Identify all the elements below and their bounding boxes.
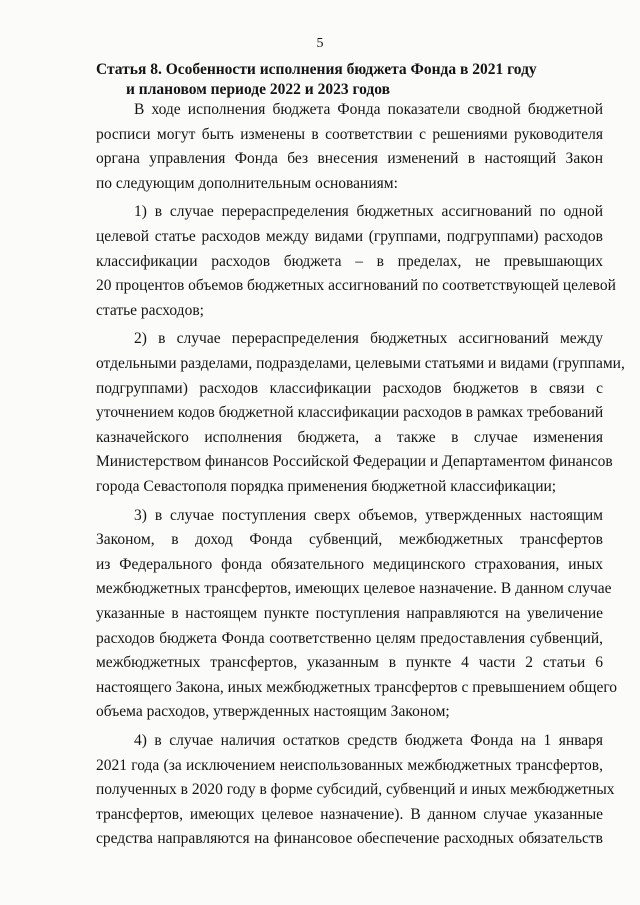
paragraph-line: межбюджетных трансфертов, указанным в пункте 4 части 2 статьи 6	[96, 654, 603, 672]
paragraph-line: 4) в случае наличия остатков средств бюджета Фонда на 1 января	[134, 732, 603, 749]
paragraph-line: отдельными разделами, подразделами, целевыми статьями и видами (группами,	[96, 355, 625, 372]
paragraph-line: полученных в 2020 году в форме субсидий, субвенций и иных межбюджетных	[96, 781, 615, 799]
paragraph-line: казначейского исполнения бюджета, а также в случае изменения	[96, 428, 603, 446]
page-number: 5	[316, 36, 324, 51]
paragraph-line: указанные в настоящем пункте поступления направляются на увеличение	[96, 605, 603, 622]
paragraph-line: статье расходов;	[96, 301, 204, 319]
paragraph-line: органа управления Фонда без внесения изменений в настоящий Закон	[96, 150, 603, 168]
paragraph-line: 3) в случае поступления сверх объемов, утвержденных настоящим	[134, 506, 603, 524]
paragraph-line: подгруппами) расходов классификации расходов бюджетов в связи с	[96, 379, 603, 397]
paragraph-line: объема расходов, утвержденных настоящим Законом;	[96, 703, 450, 721]
article-title-line-2: и плановом периоде 2022 и 2023 годов	[126, 81, 390, 98]
paragraph-line: целевой статье расходов между видами (группами, подгруппами) расходов	[96, 228, 603, 245]
paragraph-line: 2021 года (за исключением неиспользованных межбюджетных трансфертов,	[96, 756, 603, 774]
paragraph-line: В ходе исполнения бюджета Фонда показатели сводной бюджетной	[134, 101, 603, 118]
paragraph-line: по следующим дополнительным основаниям:	[96, 174, 398, 192]
paragraph-line: классификации расходов бюджета – в пределах, не превышающих	[96, 252, 603, 270]
paragraph-line: 1) в случае перераспределения бюджетных ассигнований по одной	[134, 203, 603, 221]
paragraph-line: из Федерального фонда обязательного медицинского страхования, иных	[96, 555, 603, 573]
paragraph-line: межбюджетных трансфертов, имеющих целевое назначение. В данном случае	[96, 580, 612, 598]
paragraph-line: росписи могут быть изменены в соответствии с решениями руководителя	[96, 125, 603, 143]
paragraph-line: города Севастополя порядка применения бюджетной классификации;	[96, 478, 557, 495]
article-title-line-1: Статья 8. Особенности исполнения бюджета Фонда в 2021 году	[96, 61, 537, 78]
paragraph-line: 2) в случае перераспределения бюджетных ассигнований между	[134, 330, 603, 348]
article-title	[96, 60, 556, 100]
paragraph-line: Министерством финансов Российской Федерации и Департаментом финансов	[96, 453, 613, 471]
paragraph-line: уточнением кодов бюджетной классификации расходов в рамках требований	[96, 404, 604, 422]
paragraph-line: настоящего Закона, иных межбюджетных трансфертов с превышением общего	[96, 678, 618, 696]
paragraph-line: расходов бюджета Фонда соответственно целям предоставления субвенций,	[96, 629, 603, 647]
paragraph-line: трансфертов, имеющих целевое назначение). В данном случае указанные	[96, 805, 603, 823]
paragraph-line: Законом, в доход Фонда субвенций, межбюджетных трансфертов	[96, 531, 603, 549]
paragraph-line: 20 процентов объемов бюджетных ассигнований по соответствующей целевой	[96, 277, 616, 295]
paragraph-line: средства направляются на финансовое обеспечение расходных обязательств	[96, 830, 603, 848]
